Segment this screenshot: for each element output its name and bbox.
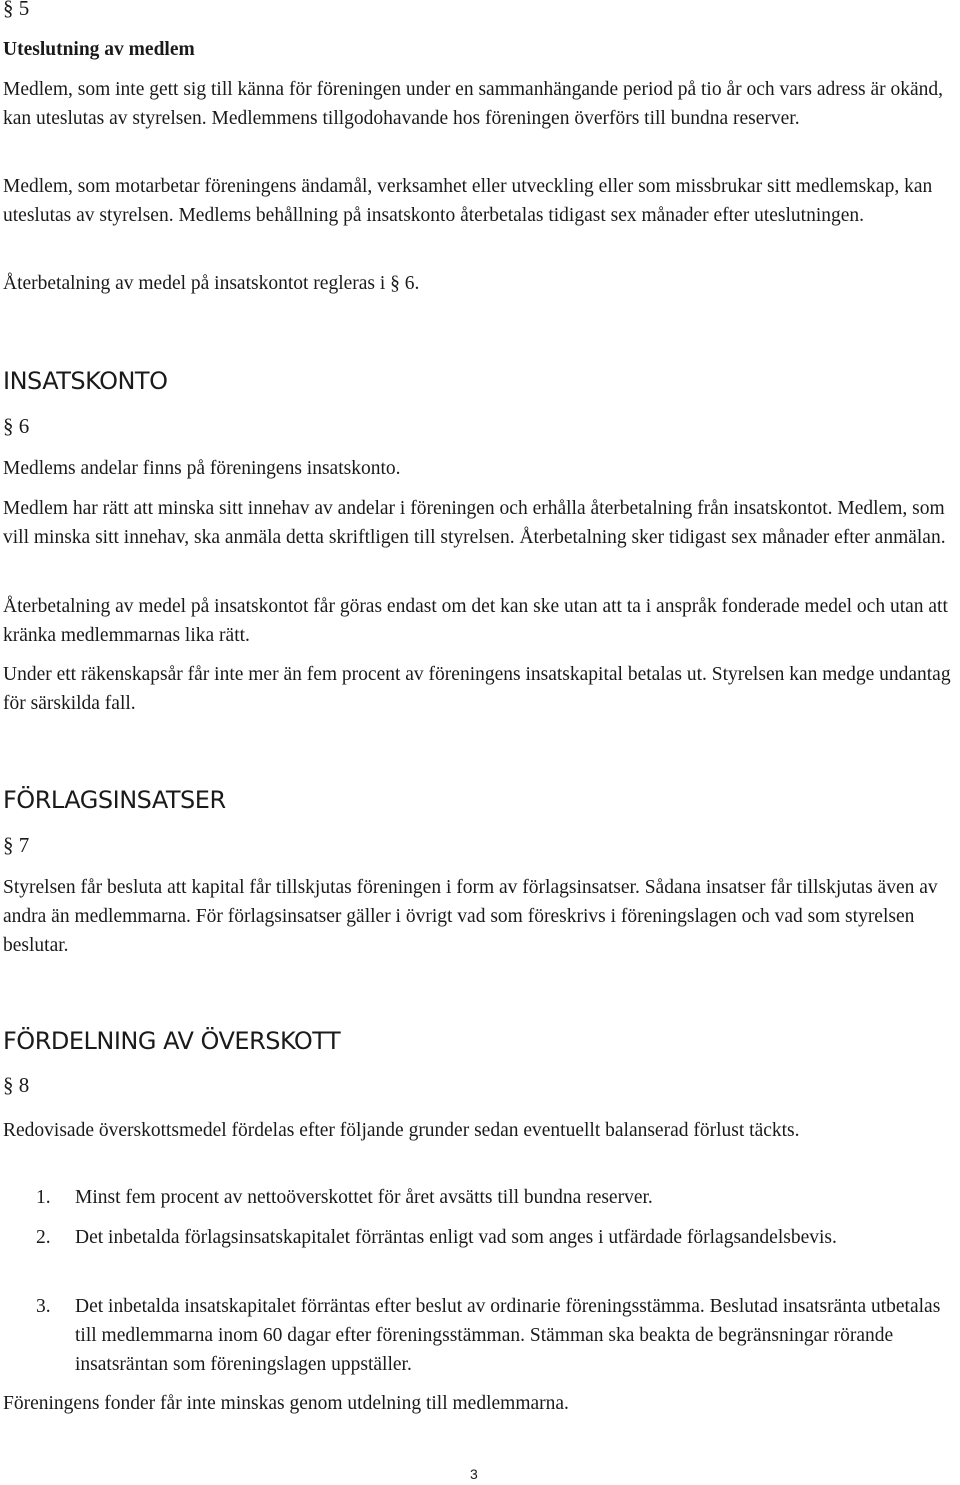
list-text: Det inbetalda förlagsinsatskapitalet förräntas enligt vad som anges i utfärdade förlagsandelsbevis. [75,1227,837,1248]
paragraph: Medlems andelar finns på föreningens insatskonto. [3,458,401,479]
section-mark: § 6 [3,414,30,438]
paragraph: Under ett räkenskapsår får inte mer än fem procent av föreningens insatskapital betalas ut. Styrelsen kan medge undantag för särskilda fall. [3,664,951,714]
paragraph: Redovisade överskottsmedel fördelas efter följande grunder sedan eventuellt balanserad förlust täckts. [3,1120,800,1141]
list-text: Minst fem procent av nettoöverskottet för året avsätts till bundna reserver. [75,1187,653,1208]
paragraph: Återbetalning av medel på insatskontot får göras endast om det kan ske utan att ta i anspråk fonderade medel och utan att kränka medlemmarnas lika rätt. [3,596,948,646]
list-text: Det inbetalda insatskapitalet förräntas efter beslut av ordinarie föreningsstämma. Beslutad insatsränta utbetalas till medlemmarna inom 60 dagar efter föreningsstämman. Stämman ska beakta de begränsningar rörande insatsräntan som föreningslagen uppställer. [75,1296,941,1375]
section-heading: FÖRLAGSINSATSER [3,786,226,814]
page-number: 3 [470,1466,478,1482]
section-mark: § 5 [3,0,30,20]
paragraph: Föreningens fonder får inte minskas genom utdelning till medlemmarna. [3,1393,569,1414]
section-mark: § 7 [3,833,30,857]
section-heading: FÖRDELNING AV ÖVERSKOTT [3,1027,341,1055]
paragraph: Medlem har rätt att minska sitt innehav av andelar i föreningen och erhålla återbetalning från insatskontot. Medlem, som vill minska sitt innehav, ska anmäla detta skriftligen till styrelsen. Återbetalning sker tidigast sex månader efter anmälan. [3,498,946,548]
list-number: 3. [36,1296,51,1317]
list-number: 1. [36,1187,51,1208]
section-heading: INSATSKONTO [3,367,168,395]
paragraph: Återbetalning av medel på insatskontot regleras i § 6. [3,273,420,294]
section-title: Uteslutning av medlem [3,39,195,60]
section-mark: § 8 [3,1073,30,1097]
paragraph: Medlem, som inte gett sig till känna för föreningen under en sammanhängande period på tio år och vars adress är okänd, kan uteslutas av styrelsen. Medlemmens tillgodohavande hos föreningen överförs till bundna reserver. [3,79,944,129]
list-number: 2. [36,1227,51,1248]
paragraph: Styrelsen får besluta att kapital får tillskjutas föreningen i form av förlagsinsatser. Sådana insatser får tillskjutas även av andra än medlemmarna. För förlagsinsatser gäller i övrigt vad som föreskrivs i föreningslagen och vad som styrelsen beslutar. [3,877,938,956]
paragraph: Medlem, som motarbetar föreningens ändamål, verksamhet eller utveckling eller som missbrukar sitt medlemskap, kan uteslutas av styrelsen. Medlems behållning på insatskonto återbetalas tidigast sex månader efter uteslutningen. [3,176,933,226]
